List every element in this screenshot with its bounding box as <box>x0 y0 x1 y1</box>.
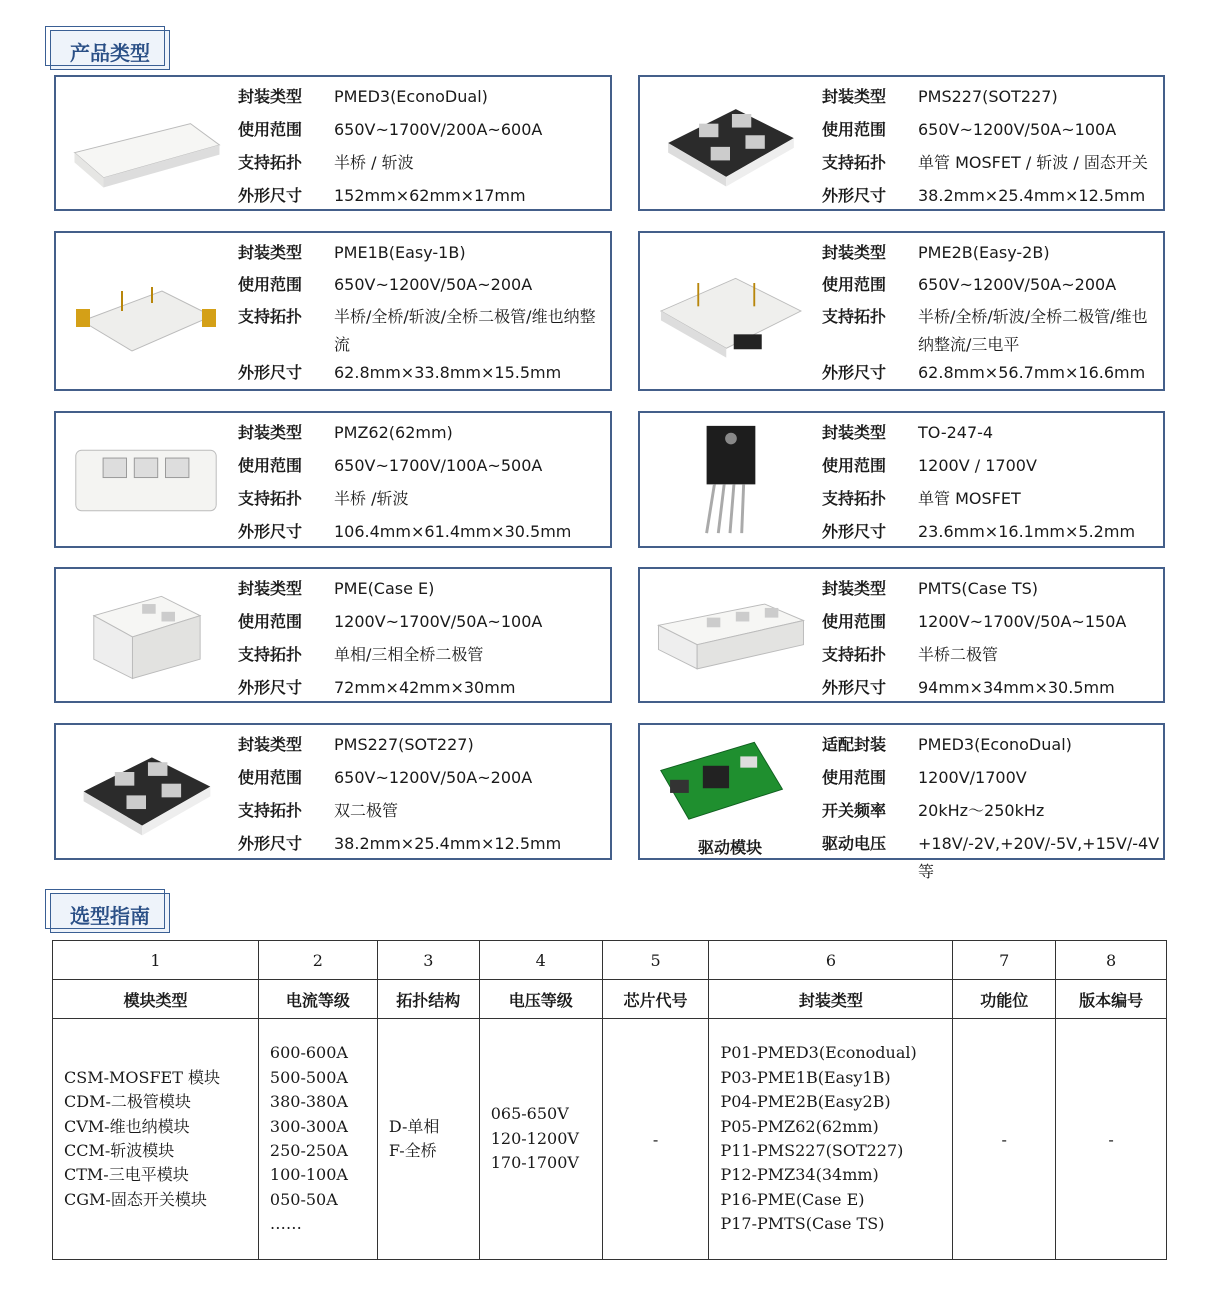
spec-value: PME(Case E) <box>334 579 435 598</box>
sot227-module-image <box>646 85 814 201</box>
spec-label: 支持拓扑 <box>238 153 303 172</box>
spec-label: 外形尺寸 <box>822 186 887 205</box>
product-card <box>638 75 1165 211</box>
spec-value: 单相/三相全桥二极管 <box>334 645 484 664</box>
topology-list: D-单相 F-全桥 <box>388 1116 440 1160</box>
guide-header-row <box>53 980 1167 1019</box>
spec-row <box>238 764 604 792</box>
spec-value: PMED3(EconoDual) <box>918 735 1072 754</box>
spec-row <box>822 116 1157 144</box>
guide-header: 电压等级 <box>479 980 602 1019</box>
spec-row <box>238 419 604 447</box>
spec-value: 62.8mm×33.8mm×15.5mm <box>334 363 562 382</box>
guide-number: 2 <box>258 941 377 980</box>
spec-row <box>822 641 1157 669</box>
product-card <box>54 75 612 211</box>
spec-value: 650V~1700V/100A~500A <box>334 456 543 475</box>
case-e-module-image <box>62 577 230 693</box>
spec-label: 封装类型 <box>822 87 887 106</box>
spec-label: 支持拓扑 <box>822 645 887 664</box>
spec-row <box>822 518 1157 546</box>
spec-row <box>238 731 604 759</box>
spec-row <box>822 674 1157 702</box>
easy1b-module-image <box>62 241 230 381</box>
package-type-list: P01-PMED3(Econodual) P03-PME1B(Easy1B) P04-PME2B(Easy2B) P05-PMZ62(62mm) P11-PMS227(SOT227) P12-PMZ34(34mm) P16-PME(Case E) P17-PMTS(Case TS) <box>720 1043 917 1234</box>
guide-body-row <box>53 1019 1167 1260</box>
spec-row <box>238 452 604 480</box>
spec-row <box>238 182 604 210</box>
spec-row <box>822 149 1157 177</box>
spec-value: 94mm×34mm×30.5mm <box>918 678 1115 697</box>
spec-row <box>238 518 604 546</box>
spec-value: PME2B(Easy-2B) <box>918 243 1050 262</box>
spec-label: 支持拓扑 <box>238 645 303 664</box>
spec-label: 使用范围 <box>238 768 303 787</box>
product-card <box>54 723 612 860</box>
guide-number: 5 <box>602 941 709 980</box>
spec-row <box>238 641 604 669</box>
guide-cell-chip: - <box>602 1019 709 1260</box>
guide-header: 模块类型 <box>53 980 259 1019</box>
guide-number: 4 <box>479 941 602 980</box>
spec-label: 使用范围 <box>822 275 887 294</box>
spec-value: PMZ62(62mm) <box>334 423 453 442</box>
spec-label: 支持拓扑 <box>238 307 303 326</box>
62mm-module-image <box>62 421 230 538</box>
products-title-text: 产品类型 <box>70 41 150 65</box>
spec-label: 封装类型 <box>822 423 887 442</box>
module-type-list: CSM-MOSFET 模块 CDM-二极管模块 CVM-维也纳模块 CCM-斩波模块 CTM-三电平模块 CGM-固态开关模块 <box>64 1067 220 1209</box>
spec-label: 封装类型 <box>822 243 887 262</box>
product-card <box>54 411 612 548</box>
guide-number: 1 <box>53 941 259 980</box>
spec-label: 封装类型 <box>238 87 303 106</box>
spec-value: 20kHz～250kHz <box>918 801 1045 820</box>
spec-value: 23.6mm×16.1mm×5.2mm <box>918 522 1136 541</box>
spec-value: PMS227(SOT227) <box>334 735 474 754</box>
spec-label: 使用范围 <box>238 612 303 631</box>
case-ts-module-image <box>646 577 814 693</box>
spec-value: 半桥 / 斩波 <box>334 153 414 172</box>
spec-label: 封装类型 <box>238 735 303 754</box>
spec-label: 外形尺寸 <box>238 186 303 205</box>
spec-row <box>822 419 1157 447</box>
product-card <box>638 411 1165 548</box>
spec-value: 半桥二极管 <box>918 645 999 664</box>
econodual-module-image <box>62 85 230 201</box>
spec-value: 半桥/全桥/斩波/全桥二极管/维也纳整流/三电平 <box>918 307 1148 354</box>
spec-label: 使用范围 <box>822 768 887 787</box>
spec-row <box>822 182 1157 210</box>
spec-label: 支持拓扑 <box>238 801 303 820</box>
spec-row <box>238 83 604 111</box>
spec-row <box>822 764 1157 792</box>
spec-row <box>822 608 1157 636</box>
selection-guide-table <box>52 940 1167 1260</box>
spec-value: PMS227(SOT227) <box>918 87 1058 106</box>
spec-label: 支持拓扑 <box>238 489 303 508</box>
voltage-level-list: 065-650V 120-1200V 170-1700V <box>490 1104 579 1173</box>
image-caption: 驱动模块 <box>697 838 762 857</box>
guide-section-title <box>50 893 170 933</box>
spec-label: 开关频率 <box>822 801 887 820</box>
spec-value: 1200V / 1700V <box>918 456 1037 475</box>
spec-label: 支持拓扑 <box>822 307 887 326</box>
spec-row <box>238 608 604 636</box>
spec-label: 支持拓扑 <box>822 489 887 508</box>
spec-label: 适配封装 <box>822 735 887 754</box>
spec-label: 外形尺寸 <box>238 834 303 853</box>
spec-value: PME1B(Easy-1B) <box>334 243 466 262</box>
spec-row <box>238 271 604 299</box>
spec-value: 半桥/全桥/斩波/全桥二极管/维也纳整流 <box>334 307 596 354</box>
spec-value: 38.2mm×25.4mm×12.5mm <box>918 186 1146 205</box>
spec-row <box>238 239 604 267</box>
spec-label: 封装类型 <box>822 579 887 598</box>
spec-value: PMTS(Case TS) <box>918 579 1039 598</box>
spec-value: 650V~1700V/200A~600A <box>334 120 543 139</box>
guide-header: 拓扑结构 <box>377 980 479 1019</box>
spec-value: +18V/-2V,+20V/-5V,+15V/-4V 等 <box>918 834 1160 881</box>
spec-value: 650V~1200V/50A~200A <box>334 275 533 294</box>
guide-number: 3 <box>377 941 479 980</box>
product-card <box>54 231 612 391</box>
guide-header: 芯片代号 <box>602 980 709 1019</box>
spec-value: PMED3(EconoDual) <box>334 87 488 106</box>
spec-label: 封装类型 <box>238 243 303 262</box>
spec-row <box>238 575 604 603</box>
spec-row <box>822 485 1157 513</box>
spec-value: TO-247-4 <box>918 423 994 442</box>
spec-row <box>822 83 1157 111</box>
spec-value: 650V~1200V/50A~100A <box>918 120 1117 139</box>
spec-row <box>238 303 604 359</box>
spec-row <box>238 830 604 858</box>
guide-title-text: 选型指南 <box>70 904 150 928</box>
spec-label: 外形尺寸 <box>238 363 303 382</box>
spec-row <box>822 452 1157 480</box>
spec-label: 外形尺寸 <box>822 363 887 382</box>
spec-label: 外形尺寸 <box>822 522 887 541</box>
products-section-title <box>50 30 170 70</box>
spec-value: 152mm×62mm×17mm <box>334 186 526 205</box>
spec-label: 驱动电压 <box>822 834 887 853</box>
spec-value: 72mm×42mm×30mm <box>334 678 516 697</box>
spec-value: 双二极管 <box>334 801 399 820</box>
spec-row <box>822 575 1157 603</box>
spec-value: 650V~1200V/50A~200A <box>334 768 533 787</box>
spec-label: 使用范围 <box>238 456 303 475</box>
spec-row <box>822 359 1157 387</box>
spec-row <box>238 485 604 513</box>
spec-label: 封装类型 <box>238 423 303 442</box>
guide-cell-voltage <box>479 1019 602 1260</box>
spec-row <box>238 359 604 387</box>
guide-header: 版本编号 <box>1056 980 1167 1019</box>
product-card <box>638 231 1165 391</box>
product-card <box>54 567 612 703</box>
spec-value: 单管 MOSFET / 斩波 / 固态开关 <box>918 153 1148 172</box>
spec-row <box>238 674 604 702</box>
spec-value: 单管 MOSFET <box>918 489 1021 508</box>
to247-package-image <box>646 421 814 538</box>
spec-label: 使用范围 <box>822 456 887 475</box>
guide-cell-version: - <box>1056 1019 1167 1260</box>
guide-number: 7 <box>953 941 1056 980</box>
spec-value: 106.4mm×61.4mm×30.5mm <box>334 522 572 541</box>
spec-label: 外形尺寸 <box>238 678 303 697</box>
spec-value: 1200V~1700V/50A~150A <box>918 612 1127 631</box>
spec-value: 38.2mm×25.4mm×12.5mm <box>334 834 562 853</box>
spec-value: 1200V~1700V/50A~100A <box>334 612 543 631</box>
guide-cell-current <box>258 1019 377 1260</box>
product-card <box>638 723 1165 881</box>
guide-number-row <box>53 941 1167 980</box>
spec-row <box>822 239 1157 267</box>
spec-row <box>238 149 604 177</box>
guide-cell-package <box>709 1019 953 1260</box>
spec-value: 62.8mm×56.7mm×16.6mm <box>918 363 1146 382</box>
spec-value: 半桥 /斩波 <box>334 489 409 508</box>
sot227-diode-module-image <box>62 733 230 850</box>
spec-label: 使用范围 <box>822 120 887 139</box>
current-level-list: 600-600A 500-500A 380-380A 300-300A 250-250A 100-100A 050-50A …… <box>269 1043 348 1234</box>
spec-row <box>822 830 1160 886</box>
guide-header: 电流等级 <box>258 980 377 1019</box>
spec-label: 封装类型 <box>238 579 303 598</box>
guide-number: 6 <box>709 941 953 980</box>
spec-row <box>238 797 604 825</box>
spec-row <box>822 303 1157 359</box>
spec-row <box>822 271 1157 299</box>
guide-cell-function: - <box>953 1019 1056 1260</box>
spec-label: 外形尺寸 <box>822 678 887 697</box>
driver-board-image <box>646 733 814 857</box>
guide-header: 功能位 <box>953 980 1056 1019</box>
product-card <box>638 567 1165 703</box>
spec-label: 使用范围 <box>238 275 303 294</box>
guide-number: 8 <box>1056 941 1167 980</box>
spec-row <box>238 116 604 144</box>
easy2b-module-image <box>646 241 814 381</box>
spec-value: 650V~1200V/50A~200A <box>918 275 1117 294</box>
guide-cell-topology <box>377 1019 479 1260</box>
spec-label: 使用范围 <box>822 612 887 631</box>
spec-label: 使用范围 <box>238 120 303 139</box>
guide-header: 封装类型 <box>709 980 953 1019</box>
spec-value: 1200V/1700V <box>918 768 1027 787</box>
spec-label: 外形尺寸 <box>238 522 303 541</box>
guide-cell-module-type <box>53 1019 259 1260</box>
spec-row <box>822 731 1157 759</box>
spec-label: 支持拓扑 <box>822 153 887 172</box>
spec-row <box>822 797 1157 825</box>
